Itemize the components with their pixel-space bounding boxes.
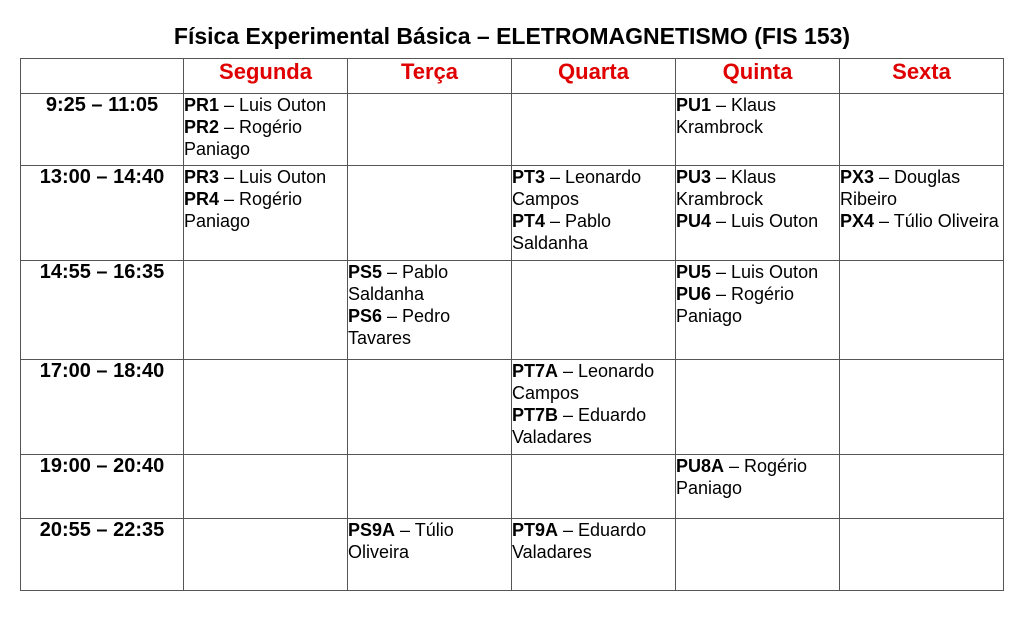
- schedule-cell: [840, 166, 1004, 261]
- teacher-name: – Luis Outon: [219, 95, 327, 115]
- teacher-name: – Rogério Paniago: [676, 456, 808, 498]
- class-entry: [512, 404, 675, 448]
- schedule-body: [21, 94, 1004, 591]
- teacher-name: – Klaus Krambrock: [676, 167, 777, 209]
- page-title: Física Experimental Básica – ELETROMAGNETISMO (FIS 153): [173, 23, 851, 49]
- teacher-name: – Klaus Krambrock: [676, 95, 777, 137]
- teacher-name: – Túlio Oliveira: [348, 520, 454, 562]
- class-code: PT7B: [512, 405, 559, 425]
- class-entry: [676, 94, 839, 138]
- schedule-cell: [348, 360, 512, 455]
- teacher-name: – Luis Outon: [711, 211, 819, 231]
- schedule-cell: [348, 261, 512, 360]
- teacher-name: – Pablo Saldanha: [512, 211, 612, 253]
- corner-cell: [21, 59, 184, 94]
- class-entry: [512, 519, 675, 563]
- schedule-cell: [184, 455, 348, 519]
- time-slot-label: 19:00 – 20:40: [21, 455, 184, 519]
- time-slot-row: [21, 166, 1004, 261]
- class-code: PU8A: [676, 456, 725, 476]
- teacher-name: – Douglas Ribeiro: [840, 167, 961, 209]
- time-slot-label: 9:25 – 11:05: [21, 94, 184, 166]
- class-code: PR3: [184, 167, 220, 187]
- class-entry: [184, 188, 347, 232]
- schedule-cell: [512, 94, 676, 166]
- class-code: PX4: [840, 211, 875, 231]
- class-entry: [676, 455, 839, 499]
- schedule-cell: [840, 360, 1004, 455]
- teacher-name: – Rogério Paniago: [676, 284, 795, 326]
- time-slot-label: 14:55 – 16:35: [21, 261, 184, 360]
- class-entry: [512, 166, 675, 210]
- class-code: PX3: [840, 167, 875, 187]
- class-code: PR4: [184, 189, 220, 209]
- class-code: PR1: [184, 95, 220, 115]
- schedule-cell: [348, 455, 512, 519]
- class-entry: [184, 166, 347, 188]
- header-row: [21, 59, 1004, 94]
- teacher-name: – Eduardo Valadares: [512, 520, 647, 562]
- teacher-name: – Luis Outon: [219, 167, 327, 187]
- time-slot-label: 17:00 – 18:40: [21, 360, 184, 455]
- class-entry: [512, 210, 675, 254]
- schedule-cell: [676, 94, 840, 166]
- class-entry: [348, 519, 511, 563]
- schedule-cell: [184, 261, 348, 360]
- day-header-terca: Terça: [348, 59, 512, 94]
- class-code: PU6: [676, 284, 712, 304]
- class-code: PS5: [348, 262, 383, 282]
- time-slot-row: [21, 519, 1004, 591]
- class-entry: [676, 210, 839, 232]
- class-entry: [676, 166, 839, 210]
- class-entry: [840, 166, 1003, 210]
- class-code: PU4: [676, 211, 712, 231]
- class-code: PT9A: [512, 520, 559, 540]
- day-header-quarta: Quarta: [512, 59, 676, 94]
- class-entry: [840, 210, 1003, 232]
- day-header-quinta: Quinta: [676, 59, 840, 94]
- teacher-name: – Rogério Paniago: [184, 117, 303, 159]
- time-slot-row: [21, 261, 1004, 360]
- time-slot-row: [21, 455, 1004, 519]
- schedule-cell: [184, 519, 348, 591]
- teacher-name: – Eduardo Valadares: [512, 405, 647, 447]
- teacher-name: – Pedro Tavares: [348, 306, 451, 348]
- schedule-table: [20, 58, 1004, 591]
- time-slot-row: [21, 360, 1004, 455]
- class-code: PT7A: [512, 361, 559, 381]
- class-code: PU5: [676, 262, 712, 282]
- class-code: PT4: [512, 211, 546, 231]
- schedule-cell: [512, 166, 676, 261]
- schedule-cell: [840, 455, 1004, 519]
- schedule-cell: [184, 360, 348, 455]
- schedule-cell: [676, 166, 840, 261]
- class-entry: [184, 116, 347, 160]
- time-slot-label: 20:55 – 22:35: [21, 519, 184, 591]
- schedule-cell: [512, 455, 676, 519]
- schedule-cell: [676, 519, 840, 591]
- teacher-name: – Pablo Saldanha: [348, 262, 449, 304]
- schedule-cell: [676, 360, 840, 455]
- schedule-cell: [184, 94, 348, 166]
- teacher-name: – Leonardo Campos: [512, 167, 642, 209]
- class-entry: [512, 360, 675, 404]
- schedule-cell: [676, 261, 840, 360]
- schedule-cell: [840, 261, 1004, 360]
- class-code: PU1: [676, 95, 712, 115]
- day-header-segunda: Segunda: [184, 59, 348, 94]
- time-slot-row: [21, 94, 1004, 166]
- class-code: PR2: [184, 117, 220, 137]
- teacher-name: – Rogério Paniago: [184, 189, 303, 231]
- class-code: PS6: [348, 306, 383, 326]
- schedule-cell: [512, 261, 676, 360]
- class-entry: [676, 261, 839, 283]
- teacher-name: – Luis Outon: [711, 262, 819, 282]
- class-entry: [348, 305, 511, 349]
- schedule-cell: [512, 519, 676, 591]
- time-slot-label: 13:00 – 14:40: [21, 166, 184, 261]
- schedule-cell: [512, 360, 676, 455]
- class-entry: [348, 261, 511, 305]
- teacher-name: – Leonardo Campos: [512, 361, 655, 403]
- schedule-cell: [840, 94, 1004, 166]
- schedule-cell: [184, 166, 348, 261]
- schedule-cell: [676, 455, 840, 519]
- class-code: PU3: [676, 167, 712, 187]
- day-header-sexta: Sexta: [840, 59, 1004, 94]
- class-code: PS9A: [348, 520, 396, 540]
- schedule-cell: [348, 166, 512, 261]
- schedule-cell: [348, 519, 512, 591]
- class-entry: [184, 94, 347, 116]
- schedule-cell: [348, 94, 512, 166]
- teacher-name: – Túlio Oliveira: [874, 211, 999, 231]
- class-code: PT3: [512, 167, 546, 187]
- schedule-cell: [840, 519, 1004, 591]
- class-entry: [676, 283, 839, 327]
